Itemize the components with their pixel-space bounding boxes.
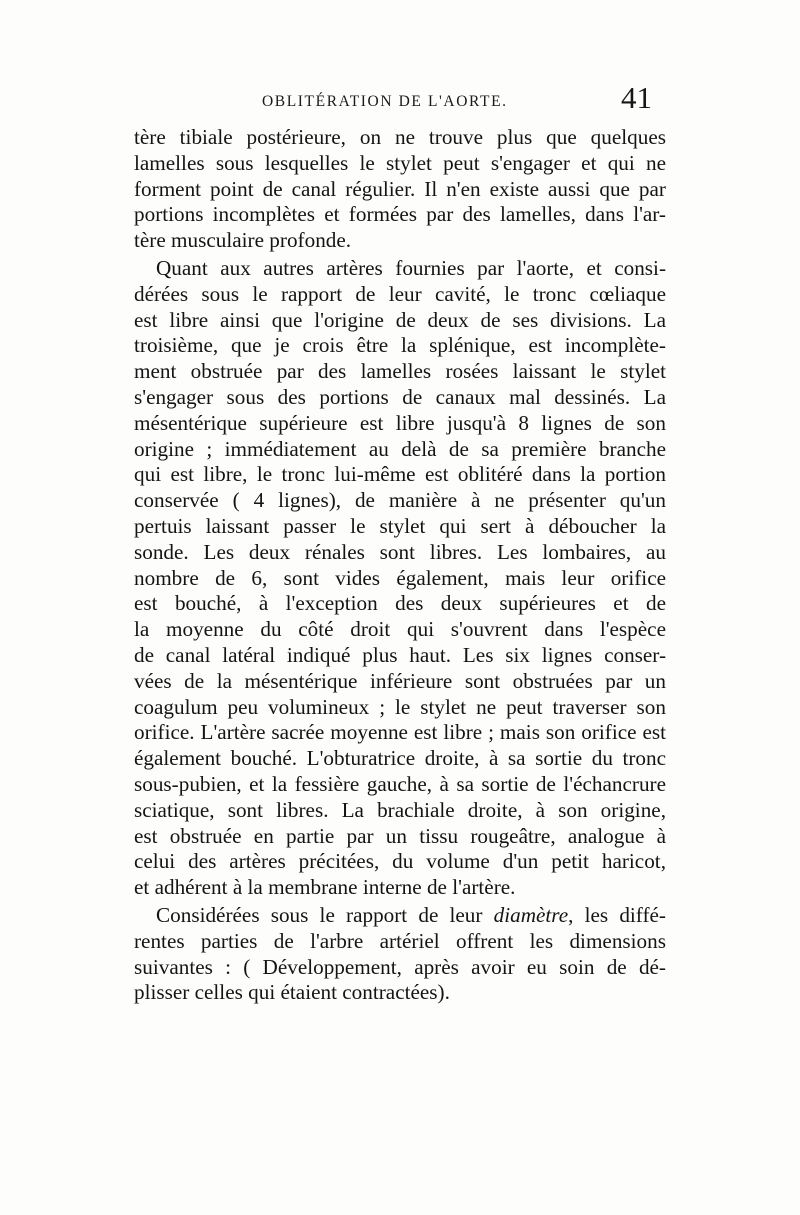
text-line: forment point de canal régulier. Il n'en existe aussi que par	[134, 176, 666, 201]
text-line: portions incomplètes et formées par des lamelles, dans l'ar-	[134, 202, 666, 227]
text-line: de canal latéral indiqué plus haut. Les six lignes conser-	[134, 642, 666, 667]
paragraph-1	[134, 125, 666, 254]
text-line: vées de la mésentérique inférieure sont obstruées par un	[134, 668, 666, 693]
text-line: suivantes : ( Développement, après avoir eu soin de dé-	[134, 954, 666, 979]
body-text	[134, 125, 666, 1006]
text-line: troisième, que je crois être la splénique, est incomplète-	[134, 333, 666, 358]
text-line: pertuis laissant passer le stylet qui sert à déboucher la	[134, 513, 666, 538]
text-line: lamelles sous lesquelles le stylet peut s'engager et qui ne	[134, 150, 666, 175]
page-number: 41	[621, 80, 652, 115]
text-line: origine ; immédiatement au delà de sa première branche	[134, 436, 666, 461]
text-line: celui des artères précitées, du volume d'un petit haricot,	[134, 849, 666, 874]
text-line: plisser celles qui étaient contractées).	[134, 980, 450, 1005]
text-line: également bouché. L'obturatrice droite, à sa sortie du tronc	[134, 746, 666, 771]
text-line: coagulum peu volumineux ; le stylet ne peut traverser son	[134, 694, 666, 719]
paragraph-2	[134, 256, 666, 901]
text-line: ment obstruée par des lamelles rosées laissant le stylet	[134, 359, 666, 384]
text-line: sonde. Les deux rénales sont libres. Les lombaires, au	[134, 539, 666, 564]
text-line: rentes parties de l'arbre artériel offrent les dimensions	[134, 928, 666, 953]
text-line	[134, 903, 666, 929]
text-run: Considérées sous le rapport de leur	[156, 902, 494, 927]
text-line: conservée ( 4 lignes), de manière à ne présenter qu'un	[134, 488, 666, 513]
text-run: , les diffé-	[568, 902, 666, 927]
text-line: dérées sous le rapport de leur cavité, le tronc cœliaque	[134, 281, 666, 306]
text-line: sous-pubien, et la fessière gauche, à sa sortie de l'échancrure	[134, 771, 666, 796]
text-line: mésentérique supérieure est libre jusqu'à 8 lignes de son	[134, 410, 666, 435]
running-head: OBLITÉRATION DE L'AORTE.	[262, 93, 508, 110]
text-line: qui est libre, le tronc lui-même est oblitéré dans la portion	[134, 462, 666, 487]
text-line: est bouché, à l'exception des deux supérieures et de	[134, 591, 666, 616]
text-line: Quant aux autres artères fournies par l'aorte, et consi-	[156, 255, 666, 280]
paragraph-3	[134, 903, 666, 1006]
text-line: nombre de 6, sont vides également, mais leur orifice	[134, 565, 666, 590]
text-line: tère tibiale postérieure, on ne trouve plus que quelques	[134, 125, 666, 149]
text-line: est obstruée en partie par un tissu rougeâtre, analogue à	[134, 823, 666, 848]
text-line: orifice. L'artère sacrée moyenne est libre ; mais son orifice est	[134, 720, 666, 745]
text-line: tère musculaire profonde.	[134, 228, 352, 253]
text-line: est libre ainsi que l'origine de deux de ses divisions. La	[134, 307, 666, 332]
text-line: s'engager sous des portions de canaux mal dessinés. La	[134, 384, 666, 409]
text-line: et adhérent à la membrane interne de l'artère.	[134, 875, 516, 900]
text-line: sciatique, sont libres. La brachiale droite, à son origine,	[134, 797, 666, 822]
text-line: la moyenne du côté droit qui s'ouvrent dans l'espèce	[134, 617, 666, 642]
emphasis-word: diamètre	[493, 902, 569, 927]
